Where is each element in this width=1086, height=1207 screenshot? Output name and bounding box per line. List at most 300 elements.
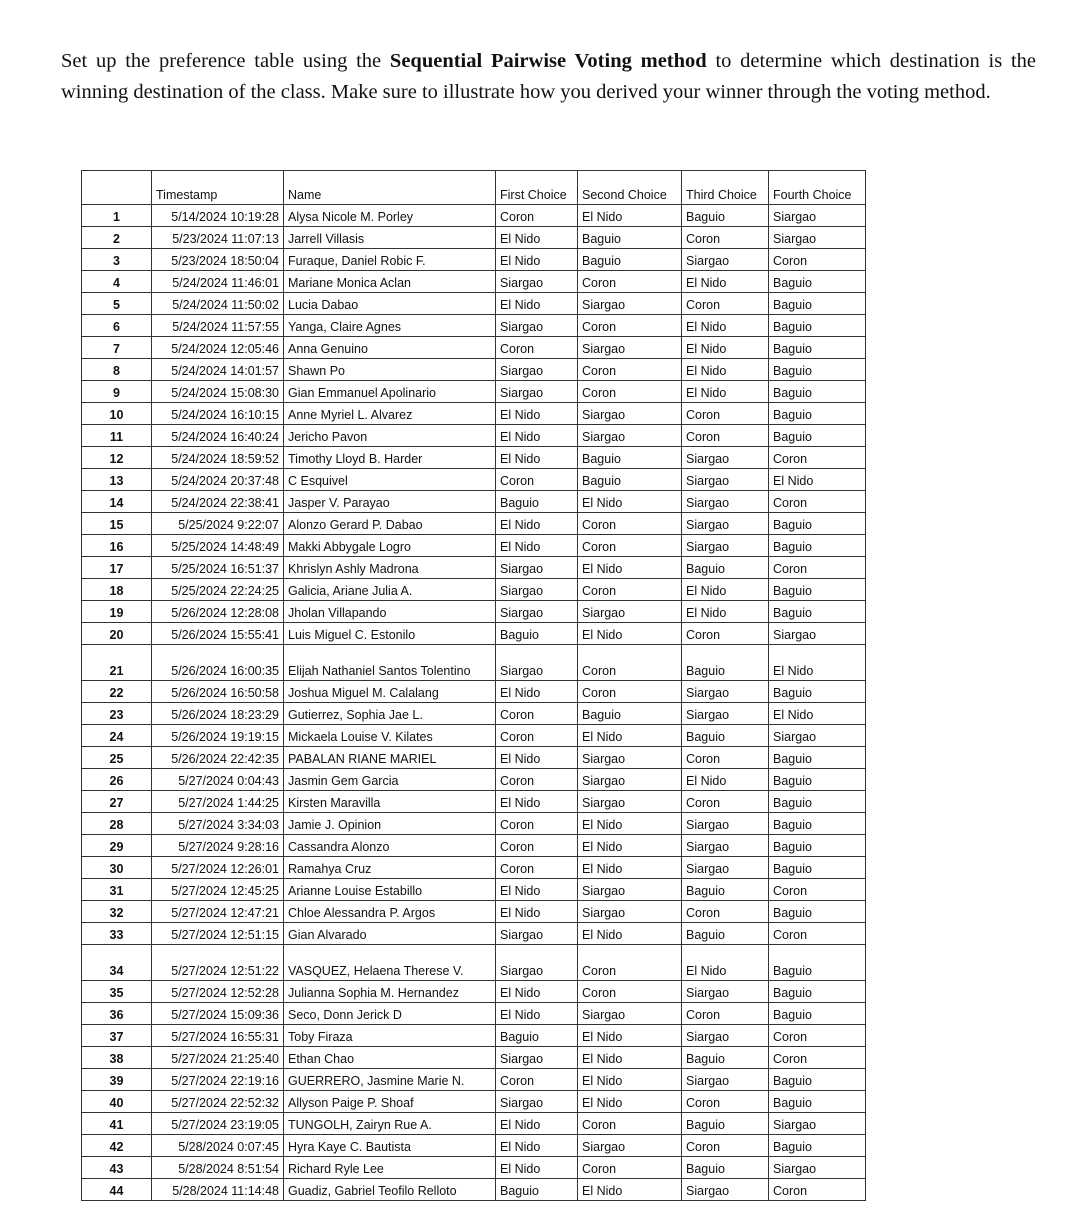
cell-timestamp: 5/28/2024 0:07:45 bbox=[152, 1135, 284, 1157]
table-row bbox=[82, 359, 866, 381]
cell-name: TUNGOLH, Zairyn Rue A. bbox=[284, 1113, 496, 1135]
cell-second-choice: Siargao bbox=[578, 791, 682, 813]
cell-name: Jarrell Villasis bbox=[284, 227, 496, 249]
table-row bbox=[82, 315, 866, 337]
cell-timestamp: 5/27/2024 22:52:32 bbox=[152, 1091, 284, 1113]
cell-timestamp: 5/25/2024 9:22:07 bbox=[152, 513, 284, 535]
cell-row-number: 4 bbox=[82, 271, 152, 293]
cell-timestamp: 5/14/2024 10:19:28 bbox=[152, 205, 284, 227]
cell-first-choice: Coron bbox=[496, 703, 578, 725]
cell-first-choice: Coron bbox=[496, 769, 578, 791]
cell-fourth-choice: Siargao bbox=[769, 227, 866, 249]
cell-third-choice: Baguio bbox=[682, 1157, 769, 1179]
cell-name: Alonzo Gerard P. Dabao bbox=[284, 513, 496, 535]
cell-row-number: 32 bbox=[82, 901, 152, 923]
cell-name: Khrislyn Ashly Madrona bbox=[284, 557, 496, 579]
cell-row-number: 30 bbox=[82, 857, 152, 879]
cell-name: Julianna Sophia M. Hernandez bbox=[284, 981, 496, 1003]
table-row bbox=[82, 747, 866, 769]
cell-row-number: 20 bbox=[82, 623, 152, 645]
cell-row-number: 17 bbox=[82, 557, 152, 579]
cell-name: Gutierrez, Sophia Jae L. bbox=[284, 703, 496, 725]
cell-timestamp: 5/28/2024 11:14:48 bbox=[152, 1179, 284, 1201]
cell-first-choice: Baguio bbox=[496, 623, 578, 645]
cell-second-choice: El Nido bbox=[578, 1179, 682, 1201]
table-row bbox=[82, 1091, 866, 1113]
instruction-text-start: Set up the preference table using the bbox=[61, 50, 390, 72]
cell-name: Richard Ryle Lee bbox=[284, 1157, 496, 1179]
cell-first-choice: El Nido bbox=[496, 227, 578, 249]
cell-name: Seco, Donn Jerick D bbox=[284, 1003, 496, 1025]
cell-third-choice: Coron bbox=[682, 1091, 769, 1113]
cell-first-choice: El Nido bbox=[496, 1135, 578, 1157]
table-row bbox=[82, 403, 866, 425]
table-row bbox=[82, 447, 866, 469]
cell-third-choice: Siargao bbox=[682, 1069, 769, 1091]
cell-name: Arianne Louise Estabillo bbox=[284, 879, 496, 901]
cell-fourth-choice: Baguio bbox=[769, 791, 866, 813]
cell-third-choice: Siargao bbox=[682, 813, 769, 835]
cell-timestamp: 5/25/2024 14:48:49 bbox=[152, 535, 284, 557]
cell-name: Chloe Alessandra P. Argos bbox=[284, 901, 496, 923]
cell-fourth-choice: Baguio bbox=[769, 769, 866, 791]
cell-fourth-choice: Siargao bbox=[769, 1113, 866, 1135]
cell-second-choice: Siargao bbox=[578, 747, 682, 769]
cell-second-choice: Coron bbox=[578, 1113, 682, 1135]
cell-third-choice: Coron bbox=[682, 1135, 769, 1157]
cell-timestamp: 5/27/2024 23:19:05 bbox=[152, 1113, 284, 1135]
instruction-paragraph bbox=[61, 46, 1036, 108]
table-row bbox=[82, 469, 866, 491]
cell-name: Luis Miguel C. Estonilo bbox=[284, 623, 496, 645]
cell-second-choice: El Nido bbox=[578, 1025, 682, 1047]
table-row bbox=[82, 681, 866, 703]
cell-name: Allyson Paige P. Shoaf bbox=[284, 1091, 496, 1113]
cell-row-number: 8 bbox=[82, 359, 152, 381]
cell-third-choice: Baguio bbox=[682, 879, 769, 901]
table-row bbox=[82, 769, 866, 791]
table-row bbox=[82, 535, 866, 557]
cell-second-choice: Siargao bbox=[578, 1135, 682, 1157]
cell-fourth-choice: Baguio bbox=[769, 1003, 866, 1025]
table-row bbox=[82, 857, 866, 879]
cell-fourth-choice: El Nido bbox=[769, 703, 866, 725]
cell-name: PABALAN RIANE MARIEL bbox=[284, 747, 496, 769]
cell-third-choice: Siargao bbox=[682, 469, 769, 491]
cell-name: VASQUEZ, Helaena Therese V. bbox=[284, 945, 496, 981]
cell-row-number: 9 bbox=[82, 381, 152, 403]
cell-name: Kirsten Maravilla bbox=[284, 791, 496, 813]
table-row bbox=[82, 1003, 866, 1025]
cell-second-choice: Coron bbox=[578, 315, 682, 337]
cell-third-choice: El Nido bbox=[682, 381, 769, 403]
cell-second-choice: Baguio bbox=[578, 447, 682, 469]
cell-name: Jasmin Gem Garcia bbox=[284, 769, 496, 791]
cell-second-choice: Coron bbox=[578, 579, 682, 601]
table-row bbox=[82, 381, 866, 403]
table-row bbox=[82, 271, 866, 293]
cell-first-choice: Siargao bbox=[496, 271, 578, 293]
cell-timestamp: 5/24/2024 11:57:55 bbox=[152, 315, 284, 337]
cell-timestamp: 5/26/2024 22:42:35 bbox=[152, 747, 284, 769]
cell-first-choice: Baguio bbox=[496, 1179, 578, 1201]
cell-timestamp: 5/27/2024 12:26:01 bbox=[152, 857, 284, 879]
cell-name: Joshua Miguel M. Calalang bbox=[284, 681, 496, 703]
cell-row-number: 13 bbox=[82, 469, 152, 491]
cell-fourth-choice: Baguio bbox=[769, 1135, 866, 1157]
cell-second-choice: El Nido bbox=[578, 813, 682, 835]
cell-third-choice: Siargao bbox=[682, 1179, 769, 1201]
cell-row-number: 27 bbox=[82, 791, 152, 813]
cell-third-choice: El Nido bbox=[682, 601, 769, 623]
cell-row-number: 34 bbox=[82, 945, 152, 981]
cell-third-choice: El Nido bbox=[682, 769, 769, 791]
cell-second-choice: Siargao bbox=[578, 879, 682, 901]
table-row bbox=[82, 813, 866, 835]
cell-timestamp: 5/27/2024 15:09:36 bbox=[152, 1003, 284, 1025]
table-row bbox=[82, 1179, 866, 1201]
cell-timestamp: 5/23/2024 18:50:04 bbox=[152, 249, 284, 271]
cell-name: Yanga, Claire Agnes bbox=[284, 315, 496, 337]
header-second-choice: Second Choice bbox=[578, 171, 682, 205]
cell-fourth-choice: Baguio bbox=[769, 359, 866, 381]
cell-fourth-choice: Baguio bbox=[769, 835, 866, 857]
cell-timestamp: 5/27/2024 21:25:40 bbox=[152, 1047, 284, 1069]
table-row bbox=[82, 791, 866, 813]
cell-fourth-choice: Baguio bbox=[769, 403, 866, 425]
cell-name: Toby Firaza bbox=[284, 1025, 496, 1047]
cell-timestamp: 5/25/2024 22:24:25 bbox=[152, 579, 284, 601]
cell-third-choice: Coron bbox=[682, 901, 769, 923]
cell-timestamp: 5/24/2024 22:38:41 bbox=[152, 491, 284, 513]
cell-fourth-choice: Coron bbox=[769, 1179, 866, 1201]
cell-second-choice: El Nido bbox=[578, 835, 682, 857]
cell-fourth-choice: El Nido bbox=[769, 469, 866, 491]
cell-first-choice: Siargao bbox=[496, 579, 578, 601]
cell-timestamp: 5/24/2024 20:37:48 bbox=[152, 469, 284, 491]
cell-name: Mariane Monica Aclan bbox=[284, 271, 496, 293]
cell-fourth-choice: Baguio bbox=[769, 337, 866, 359]
cell-name: Alysa Nicole M. Porley bbox=[284, 205, 496, 227]
cell-fourth-choice: Baguio bbox=[769, 681, 866, 703]
cell-fourth-choice: Coron bbox=[769, 923, 866, 945]
table-row bbox=[82, 725, 866, 747]
table-row bbox=[82, 901, 866, 923]
cell-row-number: 10 bbox=[82, 403, 152, 425]
cell-second-choice: Siargao bbox=[578, 293, 682, 315]
cell-third-choice: Coron bbox=[682, 623, 769, 645]
cell-row-number: 44 bbox=[82, 1179, 152, 1201]
cell-timestamp: 5/25/2024 16:51:37 bbox=[152, 557, 284, 579]
cell-first-choice: El Nido bbox=[496, 403, 578, 425]
cell-third-choice: Baguio bbox=[682, 1047, 769, 1069]
cell-first-choice: Siargao bbox=[496, 1091, 578, 1113]
cell-first-choice: El Nido bbox=[496, 981, 578, 1003]
cell-name: Gian Alvarado bbox=[284, 923, 496, 945]
cell-fourth-choice: Baguio bbox=[769, 315, 866, 337]
cell-row-number: 37 bbox=[82, 1025, 152, 1047]
cell-second-choice: Coron bbox=[578, 945, 682, 981]
cell-first-choice: Coron bbox=[496, 337, 578, 359]
cell-third-choice: Siargao bbox=[682, 703, 769, 725]
cell-fourth-choice: Baguio bbox=[769, 513, 866, 535]
cell-second-choice: Coron bbox=[578, 981, 682, 1003]
cell-fourth-choice: Coron bbox=[769, 557, 866, 579]
cell-first-choice: El Nido bbox=[496, 425, 578, 447]
cell-row-number: 42 bbox=[82, 1135, 152, 1157]
cell-first-choice: El Nido bbox=[496, 249, 578, 271]
cell-timestamp: 5/28/2024 8:51:54 bbox=[152, 1157, 284, 1179]
cell-row-number: 19 bbox=[82, 601, 152, 623]
cell-name: Ramahya Cruz bbox=[284, 857, 496, 879]
cell-third-choice: Siargao bbox=[682, 681, 769, 703]
cell-second-choice: El Nido bbox=[578, 491, 682, 513]
table-row bbox=[82, 981, 866, 1003]
header-fourth-choice: Fourth Choice bbox=[769, 171, 866, 205]
table-row bbox=[82, 249, 866, 271]
table-row bbox=[82, 513, 866, 535]
cell-timestamp: 5/24/2024 16:40:24 bbox=[152, 425, 284, 447]
cell-first-choice: El Nido bbox=[496, 293, 578, 315]
instruction-method-name: Sequential Pairwise Voting method bbox=[389, 50, 707, 72]
cell-timestamp: 5/26/2024 16:50:58 bbox=[152, 681, 284, 703]
cell-timestamp: 5/27/2024 12:51:22 bbox=[152, 945, 284, 981]
cell-fourth-choice: Baguio bbox=[769, 901, 866, 923]
cell-row-number: 28 bbox=[82, 813, 152, 835]
table-row bbox=[82, 425, 866, 447]
cell-row-number: 22 bbox=[82, 681, 152, 703]
cell-timestamp: 5/27/2024 12:45:25 bbox=[152, 879, 284, 901]
cell-timestamp: 5/26/2024 19:19:15 bbox=[152, 725, 284, 747]
cell-row-number: 11 bbox=[82, 425, 152, 447]
cell-first-choice: El Nido bbox=[496, 681, 578, 703]
cell-third-choice: Coron bbox=[682, 747, 769, 769]
cell-third-choice: Siargao bbox=[682, 447, 769, 469]
cell-row-number: 23 bbox=[82, 703, 152, 725]
table-header-row bbox=[82, 171, 866, 205]
cell-name: C Esquivel bbox=[284, 469, 496, 491]
cell-timestamp: 5/27/2024 12:52:28 bbox=[152, 981, 284, 1003]
cell-timestamp: 5/27/2024 16:55:31 bbox=[152, 1025, 284, 1047]
table-row bbox=[82, 491, 866, 513]
cell-third-choice: Coron bbox=[682, 791, 769, 813]
cell-second-choice: Siargao bbox=[578, 769, 682, 791]
cell-first-choice: Siargao bbox=[496, 923, 578, 945]
table-row bbox=[82, 623, 866, 645]
cell-timestamp: 5/27/2024 1:44:25 bbox=[152, 791, 284, 813]
cell-third-choice: El Nido bbox=[682, 359, 769, 381]
cell-third-choice: Coron bbox=[682, 293, 769, 315]
table-row bbox=[82, 557, 866, 579]
cell-name: Cassandra Alonzo bbox=[284, 835, 496, 857]
cell-row-number: 5 bbox=[82, 293, 152, 315]
cell-third-choice: Siargao bbox=[682, 491, 769, 513]
cell-first-choice: Baguio bbox=[496, 1025, 578, 1047]
cell-first-choice: Coron bbox=[496, 1069, 578, 1091]
cell-third-choice: Baguio bbox=[682, 725, 769, 747]
cell-row-number: 35 bbox=[82, 981, 152, 1003]
cell-first-choice: Coron bbox=[496, 725, 578, 747]
table-row bbox=[82, 645, 866, 681]
cell-fourth-choice: Coron bbox=[769, 447, 866, 469]
cell-first-choice: Siargao bbox=[496, 557, 578, 579]
cell-second-choice: Coron bbox=[578, 513, 682, 535]
table-row bbox=[82, 1135, 866, 1157]
cell-third-choice: Coron bbox=[682, 403, 769, 425]
cell-third-choice: Siargao bbox=[682, 835, 769, 857]
cell-row-number: 14 bbox=[82, 491, 152, 513]
cell-name: Furaque, Daniel Robic F. bbox=[284, 249, 496, 271]
cell-name: Guadiz, Gabriel Teofilo Relloto bbox=[284, 1179, 496, 1201]
cell-first-choice: Coron bbox=[496, 857, 578, 879]
cell-row-number: 26 bbox=[82, 769, 152, 791]
cell-row-number: 38 bbox=[82, 1047, 152, 1069]
cell-third-choice: Coron bbox=[682, 227, 769, 249]
cell-name: GUERRERO, Jasmine Marie N. bbox=[284, 1069, 496, 1091]
table-row bbox=[82, 293, 866, 315]
cell-name: Gian Emmanuel Apolinario bbox=[284, 381, 496, 403]
table-body bbox=[82, 205, 866, 1201]
cell-fourth-choice: Baguio bbox=[769, 1069, 866, 1091]
cell-third-choice: El Nido bbox=[682, 945, 769, 981]
cell-row-number: 15 bbox=[82, 513, 152, 535]
cell-second-choice: Siargao bbox=[578, 403, 682, 425]
cell-row-number: 41 bbox=[82, 1113, 152, 1135]
cell-second-choice: Baguio bbox=[578, 227, 682, 249]
cell-first-choice: Coron bbox=[496, 469, 578, 491]
table-row bbox=[82, 945, 866, 981]
table-row bbox=[82, 1047, 866, 1069]
cell-third-choice: Siargao bbox=[682, 857, 769, 879]
cell-second-choice: El Nido bbox=[578, 1047, 682, 1069]
cell-name: Jholan Villapando bbox=[284, 601, 496, 623]
cell-row-number: 24 bbox=[82, 725, 152, 747]
cell-timestamp: 5/27/2024 9:28:16 bbox=[152, 835, 284, 857]
cell-timestamp: 5/26/2024 12:28:08 bbox=[152, 601, 284, 623]
cell-second-choice: Baguio bbox=[578, 469, 682, 491]
cell-second-choice: Siargao bbox=[578, 1003, 682, 1025]
cell-first-choice: Siargao bbox=[496, 359, 578, 381]
cell-fourth-choice: Baguio bbox=[769, 381, 866, 403]
cell-fourth-choice: Coron bbox=[769, 249, 866, 271]
cell-name: Shawn Po bbox=[284, 359, 496, 381]
cell-timestamp: 5/26/2024 16:00:35 bbox=[152, 645, 284, 681]
cell-first-choice: Siargao bbox=[496, 315, 578, 337]
cell-fourth-choice: Coron bbox=[769, 1025, 866, 1047]
cell-fourth-choice: Coron bbox=[769, 879, 866, 901]
cell-timestamp: 5/27/2024 12:51:15 bbox=[152, 923, 284, 945]
cell-first-choice: Baguio bbox=[496, 491, 578, 513]
header-name: Name bbox=[284, 171, 496, 205]
table-row bbox=[82, 227, 866, 249]
cell-timestamp: 5/27/2024 22:19:16 bbox=[152, 1069, 284, 1091]
cell-second-choice: El Nido bbox=[578, 1069, 682, 1091]
cell-name: Anna Genuino bbox=[284, 337, 496, 359]
cell-fourth-choice: Baguio bbox=[769, 601, 866, 623]
cell-name: Timothy Lloyd B. Harder bbox=[284, 447, 496, 469]
cell-row-number: 1 bbox=[82, 205, 152, 227]
cell-name: Jamie J. Opinion bbox=[284, 813, 496, 835]
cell-name: Hyra Kaye C. Bautista bbox=[284, 1135, 496, 1157]
cell-timestamp: 5/26/2024 15:55:41 bbox=[152, 623, 284, 645]
cell-name: Galicia, Ariane Julia A. bbox=[284, 579, 496, 601]
cell-row-number: 12 bbox=[82, 447, 152, 469]
cell-timestamp: 5/24/2024 16:10:15 bbox=[152, 403, 284, 425]
cell-second-choice: Coron bbox=[578, 359, 682, 381]
cell-timestamp: 5/27/2024 12:47:21 bbox=[152, 901, 284, 923]
table-row bbox=[82, 1157, 866, 1179]
cell-fourth-choice: Siargao bbox=[769, 1157, 866, 1179]
cell-fourth-choice: Baguio bbox=[769, 271, 866, 293]
cell-timestamp: 5/24/2024 15:08:30 bbox=[152, 381, 284, 403]
cell-row-number: 29 bbox=[82, 835, 152, 857]
cell-first-choice: Siargao bbox=[496, 645, 578, 681]
cell-third-choice: El Nido bbox=[682, 579, 769, 601]
cell-name: Jasper V. Parayao bbox=[284, 491, 496, 513]
cell-second-choice: Coron bbox=[578, 681, 682, 703]
cell-row-number: 33 bbox=[82, 923, 152, 945]
cell-row-number: 40 bbox=[82, 1091, 152, 1113]
cell-name: Lucia Dabao bbox=[284, 293, 496, 315]
cell-fourth-choice: Siargao bbox=[769, 205, 866, 227]
cell-name: Makki Abbygale Logro bbox=[284, 535, 496, 557]
table-row bbox=[82, 337, 866, 359]
cell-timestamp: 5/24/2024 18:59:52 bbox=[152, 447, 284, 469]
table-row bbox=[82, 1025, 866, 1047]
cell-row-number: 39 bbox=[82, 1069, 152, 1091]
cell-name: Anne Myriel L. Alvarez bbox=[284, 403, 496, 425]
cell-second-choice: Baguio bbox=[578, 249, 682, 271]
cell-name: Ethan Chao bbox=[284, 1047, 496, 1069]
cell-third-choice: Baguio bbox=[682, 557, 769, 579]
cell-third-choice: Coron bbox=[682, 425, 769, 447]
cell-name: Mickaela Louise V. Kilates bbox=[284, 725, 496, 747]
cell-row-number: 2 bbox=[82, 227, 152, 249]
cell-fourth-choice: Baguio bbox=[769, 981, 866, 1003]
cell-name: Jericho Pavon bbox=[284, 425, 496, 447]
cell-second-choice: El Nido bbox=[578, 205, 682, 227]
cell-second-choice: Coron bbox=[578, 271, 682, 293]
cell-fourth-choice: Siargao bbox=[769, 623, 866, 645]
header-third-choice: Third Choice bbox=[682, 171, 769, 205]
cell-second-choice: El Nido bbox=[578, 923, 682, 945]
cell-fourth-choice: Baguio bbox=[769, 813, 866, 835]
cell-second-choice: Siargao bbox=[578, 901, 682, 923]
cell-third-choice: Coron bbox=[682, 1003, 769, 1025]
cell-first-choice: El Nido bbox=[496, 513, 578, 535]
cell-second-choice: El Nido bbox=[578, 725, 682, 747]
cell-fourth-choice: Coron bbox=[769, 491, 866, 513]
cell-first-choice: Coron bbox=[496, 835, 578, 857]
cell-timestamp: 5/23/2024 11:07:13 bbox=[152, 227, 284, 249]
table-row bbox=[82, 1113, 866, 1135]
cell-row-number: 21 bbox=[82, 645, 152, 681]
cell-second-choice: Siargao bbox=[578, 337, 682, 359]
table-row bbox=[82, 835, 866, 857]
cell-second-choice: El Nido bbox=[578, 623, 682, 645]
cell-row-number: 43 bbox=[82, 1157, 152, 1179]
cell-first-choice: El Nido bbox=[496, 747, 578, 769]
table-row bbox=[82, 205, 866, 227]
table-row bbox=[82, 923, 866, 945]
preference-votes-table bbox=[81, 170, 866, 1201]
cell-third-choice: Siargao bbox=[682, 1025, 769, 1047]
cell-third-choice: Baguio bbox=[682, 205, 769, 227]
cell-second-choice: Siargao bbox=[578, 601, 682, 623]
cell-second-choice: Coron bbox=[578, 1157, 682, 1179]
cell-first-choice: Siargao bbox=[496, 601, 578, 623]
cell-first-choice: El Nido bbox=[496, 901, 578, 923]
